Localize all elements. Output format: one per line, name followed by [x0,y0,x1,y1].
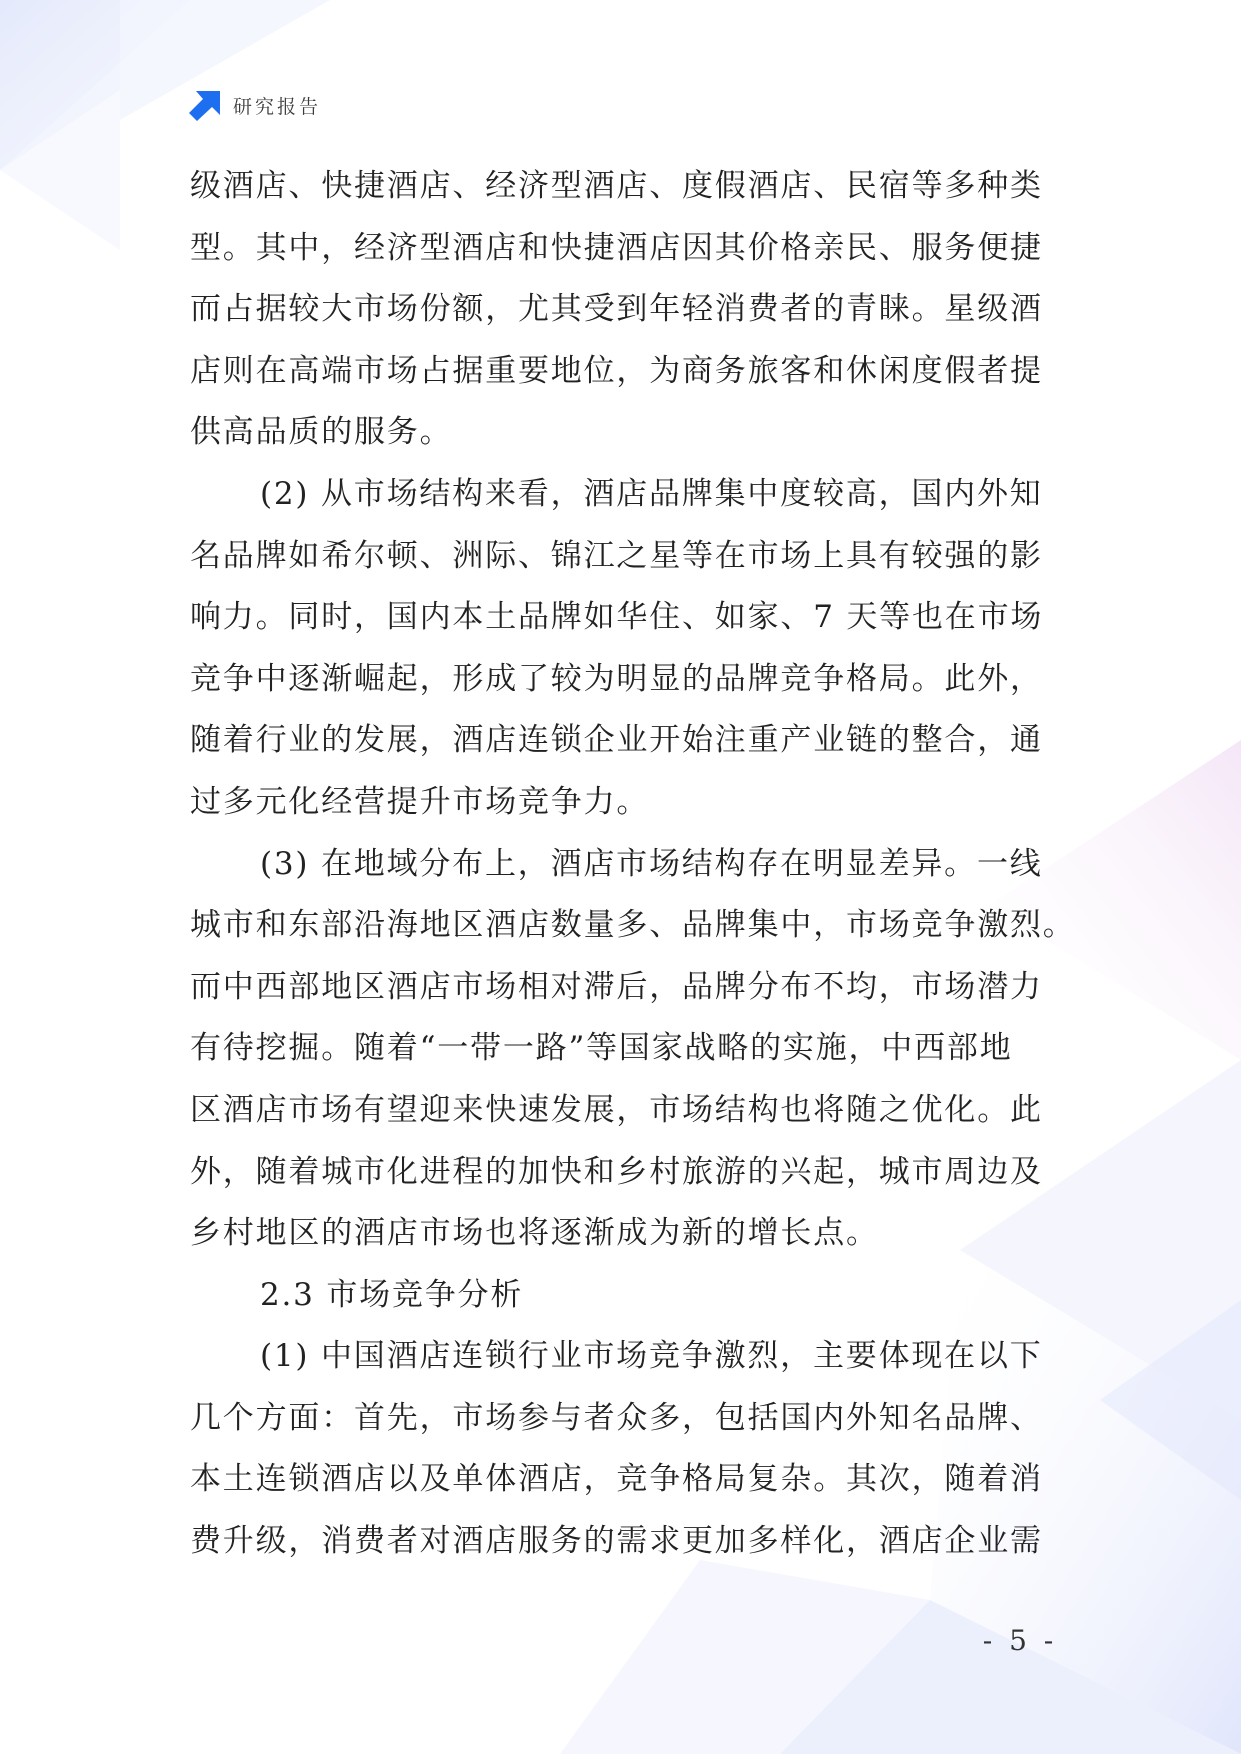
text-line: 本土连锁酒店以及单体酒店，竞争格局复杂。其次，随着消 [190,1461,1043,1498]
text-line: 几个方面：首先，市场参与者众多，包括国内外知名品牌、 [190,1399,1043,1436]
text-line: 外，随着城市化进程的加快和乡村旅游的兴起，城市周边及 [190,1153,1043,1190]
text-line: 型。其中，经济型酒店和快捷酒店因其价格亲民、服务便捷 [190,229,1043,266]
page-header [187,88,321,122]
page-number: - 5 - [982,1624,1058,1657]
paragraph-start-line: (2) 从市场结构来看，酒店品牌集中度较高，国内外知 [260,475,1043,512]
text-line: 费升级，消费者对酒店服务的需求更加多样化，酒店企业需 [190,1523,1043,1560]
text-line: 级酒店、快捷酒店、经济型酒店、度假酒店、民宿等多种类 [190,168,1043,204]
text-line: 有待挖掘。随着“一带一路”等国家战略的实施，中西部地 [190,1030,1013,1067]
header-title: 研究报告 [233,95,322,118]
paragraph-start-line: (3) 在地域分布上，酒店市场结构存在明显差异。一线 [260,845,1043,882]
text-line: 城市和东部沿海地区酒店数量多、品牌集中，市场竞争激烈。 [190,907,1076,944]
text-line: 乡村地区的酒店市场也将逐渐成为新的增长点。 [190,1215,879,1252]
text-line: 响力。同时，国内本土品牌如华住、如家、7 天等也在市场 [190,599,1044,636]
body-text [190,156,1076,1573]
text-line: 而占据较大市场份额，尤其受到年轻消费者的青睐。星级酒 [190,291,1043,328]
text-line: 随着行业的发展，酒店连锁企业开始注重产业链的整合，通 [190,722,1043,759]
text-line: 区酒店市场有望迎来快速发展，市场结构也将随之优化。此 [190,1091,1043,1128]
text-line: 过多元化经营提升市场竞争力。 [190,783,650,820]
arrow-up-right-icon [187,88,221,122]
text-line: 名品牌如希尔顿、洲际、锦江之星等在市场上具有较强的影 [190,537,1043,574]
text-line: 竞争中逐渐崛起，形成了较为明显的品牌竞争格局。此外， [190,660,1043,697]
section-heading: 2.3 市场竞争分析 [260,1276,524,1313]
paragraph-start-line: (1) 中国酒店连锁行业市场竞争激烈，主要体现在以下 [260,1338,1043,1375]
text-line: 而中西部地区酒店市场相对滞后，品牌分布不均，市场潜力 [190,968,1043,1005]
text-line: 店则在高端市场占据重要地位，为商务旅客和休闲度假者提 [190,352,1043,389]
text-line: 供高品质的服务。 [190,414,453,451]
